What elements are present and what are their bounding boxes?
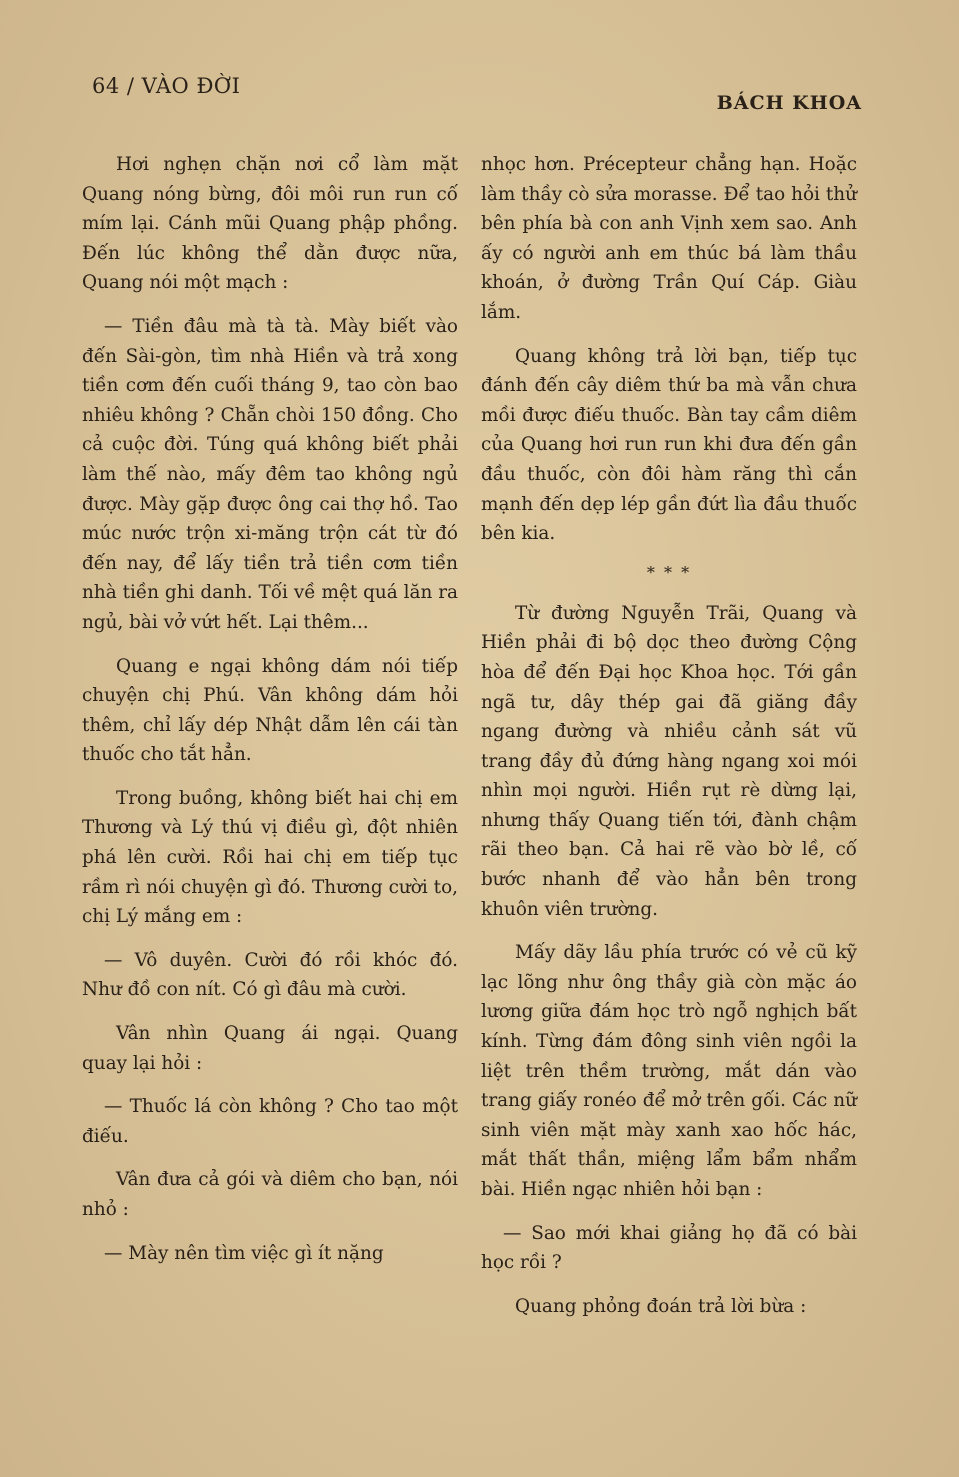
paragraph: Mấy dãy lầu phía trước có vẻ cũ kỹ lạc lõng như ông thầy già còn mặc áo lương giữa đám học trò ngỗ nghịch bất kính. Từng đám đông sinh viên ngồi la liệt trên thềm trường, mắt dán vào trang giấy ronéo để mở trên gối. Các nữ sinh viên mặt mày xanh xao hốc hác, mắt thất thần, miệng lẩm bẩm nhẩm bài. Hiền ngạc nhiên hỏi bạn : — [481, 942, 857, 1200]
running-header-page-number: 64 / VÀO ĐỜI — [92, 74, 241, 98]
paragraph: Quang e ngại không dám nói tiếp chuyện chị Phú. Vân không dám hỏi thêm, chỉ lấy dép Nhật dẫm lên cái tàn thuốc cho tắt hẳn. — [82, 655, 458, 766]
paragraph: Vân nhìn Quang ái ngại. Quang quay lại hỏi : — [82, 1023, 458, 1074]
paragraph-dialog: — Mày nên tìm việc gì ít nặng — [104, 1242, 384, 1264]
section-separator: * * * — [646, 562, 692, 582]
paragraph-dialog: — Tiền đâu mà tà tà. Mày biết vào đến Sài-gòn, tìm nhà Hiền và trả xong tiền cơm đến cuối tháng 9, tao còn bao nhiêu không ? Chẵn chòi 150 đồng. Cho cả cuộc đời. Túng quá không biết phải làm thế nào, mấy đêm tao không ngủ được. Mày gặp được ông cai thợ hồ. Tao múc nước trộn xi-măng trộn cát từ đó đến nay, để lấy tiền trả tiền cơm tiền nhà tiền ghi danh. Tối về mệt quá lăn ra ngủ, bài vở vứt hết. Lại thêm... — [82, 315, 458, 633]
paragraph-dialog: — Thuốc lá còn không ? Cho tao một điếu. — [82, 1096, 458, 1147]
paragraph: Hơi nghẹn chặn nơi cổ làm mặt Quang nóng bừng, đôi môi run run cố mím lại. Cánh mũi Quang phập phồng. Đến lúc không thể dằn được nữa, Quang nói một mạch : — [82, 154, 458, 294]
paragraph: Trong buồng, không biết hai chị em Thương và Lý thú vị điều gì, đột nhiên phá lên cười. Rồi hai chị em tiếp tục rầm rì nói chuyện gì đó. Thương cười to, chị Lý mắng em : — [82, 787, 458, 928]
paragraph-dialog: — Sao mới khai giảng họ đã có bài học rồi ? — [481, 1222, 857, 1274]
paragraph-dialog: — Vô duyên. Cười đó rồi khóc đó. Như đồ con nít. Có gì đâu mà cười. — [82, 949, 458, 1001]
paragraph: Vân đưa cả gói và diêm cho bạn, nói nhỏ : — [82, 1169, 458, 1220]
paragraph: Quang phỏng đoán trả lời bừa : — [515, 1295, 807, 1317]
paragraph-continued: nhọc hơn. Précepteur chẳng hạn. Hoặc làm thầy cò sửa morasse. Để tao hỏi thử bên phía bà con anh Vịnh xem sao. Anh ấy có người anh em thúc bá làm thầu khoán, ở đường Trần Quí Cáp. Giàu lắm. — [481, 154, 857, 323]
left-column — [82, 150, 458, 1282]
right-column — [481, 150, 857, 1335]
paragraph: Quang không trả lời bạn, tiếp tục đánh đến cây diêm thứ ba mà vẫn chưa mồi được điếu thuốc. Bàn tay cầm diêm của Quang hơi run run khi đưa đến gần đầu thuốc, còn đôi hàm răng thì cắn mạnh đến dẹp lép gần đứt lìa đầu thuốc bên kia. — [481, 345, 857, 545]
paragraph: Từ đường Nguyễn Trãi, Quang và Hiền phải đi bộ dọc theo đường Cộng hòa để đến Đại học Khoa học. Tới gần ngã tư, dây thép gai đã giăng đầy ngang đường và nhiều cảnh sát vũ trang đầy đủ đứng hàng ngang xoi mói nhìn mọi người. Hiền rụt rè dừng lại, nhưng thấy Quang tiến tới, đành chậm rãi theo bạn. Cả hai rẽ vào bờ lề, cố bước nhanh để vào hẳn bên trong khuôn viên trường. — [481, 602, 857, 920]
running-header-magazine-title: BÁCH KHOA — [716, 92, 862, 114]
